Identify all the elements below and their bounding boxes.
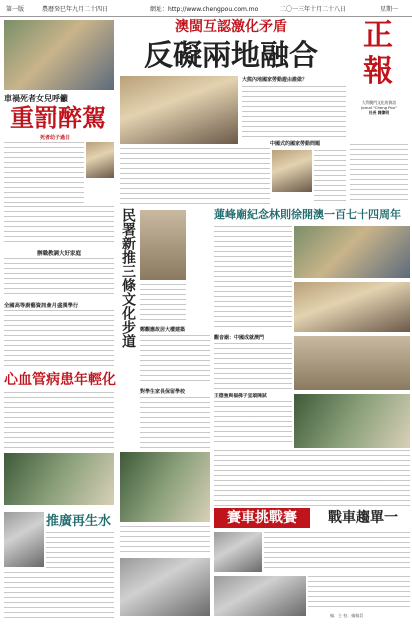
- lianfeng-body-3: [214, 401, 292, 445]
- race-headline-b: 戰車趨單一: [328, 510, 398, 526]
- lunar-date: 農曆癸巳年九月二十四日: [42, 6, 109, 13]
- mid-body-2: [140, 397, 210, 449]
- masthead: [346, 16, 412, 142]
- heart-story-headline: 心血管病患年輕化: [4, 372, 116, 388]
- race-body: [264, 532, 410, 572]
- group-photo: [294, 394, 410, 448]
- masthead-contact-block: [350, 144, 408, 202]
- mid-body-3: [120, 526, 210, 554]
- website-url: 網址：http://www.chengpou.com.mo: [150, 6, 259, 13]
- vertical-story-body: [140, 284, 186, 324]
- temple-photo: [294, 226, 410, 278]
- weekday: 星期一: [380, 6, 399, 13]
- lianfeng-body-4: [214, 450, 410, 506]
- footer-editor: 編：主 校：編稿員: [330, 613, 364, 618]
- portrait-photo: [86, 142, 114, 178]
- lead-kicker: 澳閩互認激化矛盾: [175, 19, 287, 35]
- race-headline-a: 賽車挑戰賽: [214, 508, 310, 528]
- left-story-body-2: [4, 206, 114, 246]
- exhibit-photo: [140, 210, 186, 280]
- street-photo: [4, 20, 114, 90]
- race-body-2: [308, 576, 410, 610]
- masthead-info-line: 大利澳門文化的資訊: [361, 100, 397, 105]
- vertical-story-title: 民署新推三條文化步道: [120, 208, 136, 348]
- left-story-subhead: 死者幼子過日: [40, 135, 71, 141]
- page-header-bar: [0, 0, 412, 17]
- mid-heading-3: 觀音廟：中國成就澳門: [214, 335, 265, 341]
- lead-subhead-2: 中國式的國家勞動問題: [270, 141, 321, 147]
- left-story-headline-2: 重罰醉駕: [10, 104, 106, 132]
- left-story-headline-1: 車禍死者女兒呼籲: [4, 94, 68, 103]
- left-story-body: [4, 142, 84, 204]
- masthead-title: 正報: [363, 18, 395, 89]
- ceremony-photo-2: [294, 282, 410, 332]
- lianfeng-headline: 蓮峰廟紀念林則徐開澳一百七十四周年: [214, 208, 401, 221]
- official-portrait: [272, 150, 312, 192]
- race-track-photo: [214, 576, 306, 616]
- mid-heading-1: 鄭觀應故居大樓建築: [140, 327, 186, 333]
- lianfeng-body: [214, 226, 292, 330]
- walk-photo: [120, 452, 210, 522]
- recycling-body-2: [4, 572, 114, 620]
- lead-body-3: [314, 150, 346, 204]
- mid-body-1: [140, 335, 210, 385]
- race-photo-left: [120, 558, 210, 616]
- statue-photo: [294, 336, 410, 390]
- masthead-info-line: 社長 陳偉明: [368, 110, 390, 115]
- left-mid-body-2: [4, 310, 114, 368]
- heart-story-body: [4, 392, 114, 450]
- masthead-info-line: Jornal "Cheng Pou": [361, 105, 397, 110]
- left-mid-heading-2: 全國高等廚藝資訊會月盛漢學行: [4, 303, 79, 308]
- left-mid-body-1: [4, 258, 114, 298]
- section-number: 第一版: [6, 6, 25, 13]
- gregorian-date: 二〇一三年十月二十八日: [280, 6, 347, 13]
- mid-heading-4: 王德強與福佛子宣頌陳試: [214, 394, 267, 399]
- masthead-info: [348, 100, 410, 115]
- left-mid-heading-1: 辦職教調大好家庭: [36, 251, 81, 257]
- recycling-headline: 推廣再生水: [46, 514, 112, 529]
- lead-photo: [120, 76, 238, 144]
- lead-headline: 反礙兩地融合: [143, 38, 318, 72]
- lead-subhead-1: 大熊內地國家勞動證由誰做？: [242, 77, 308, 83]
- recycling-body: [46, 532, 114, 568]
- lead-body-2: [120, 148, 270, 204]
- water-photo: [4, 512, 44, 567]
- mid-heading-2: 對學生家長保留學校: [140, 389, 186, 395]
- lead-body: [242, 86, 346, 138]
- lianfeng-body-2: [214, 343, 292, 389]
- ceremony-photo: [4, 453, 114, 505]
- car-photo: [214, 532, 262, 572]
